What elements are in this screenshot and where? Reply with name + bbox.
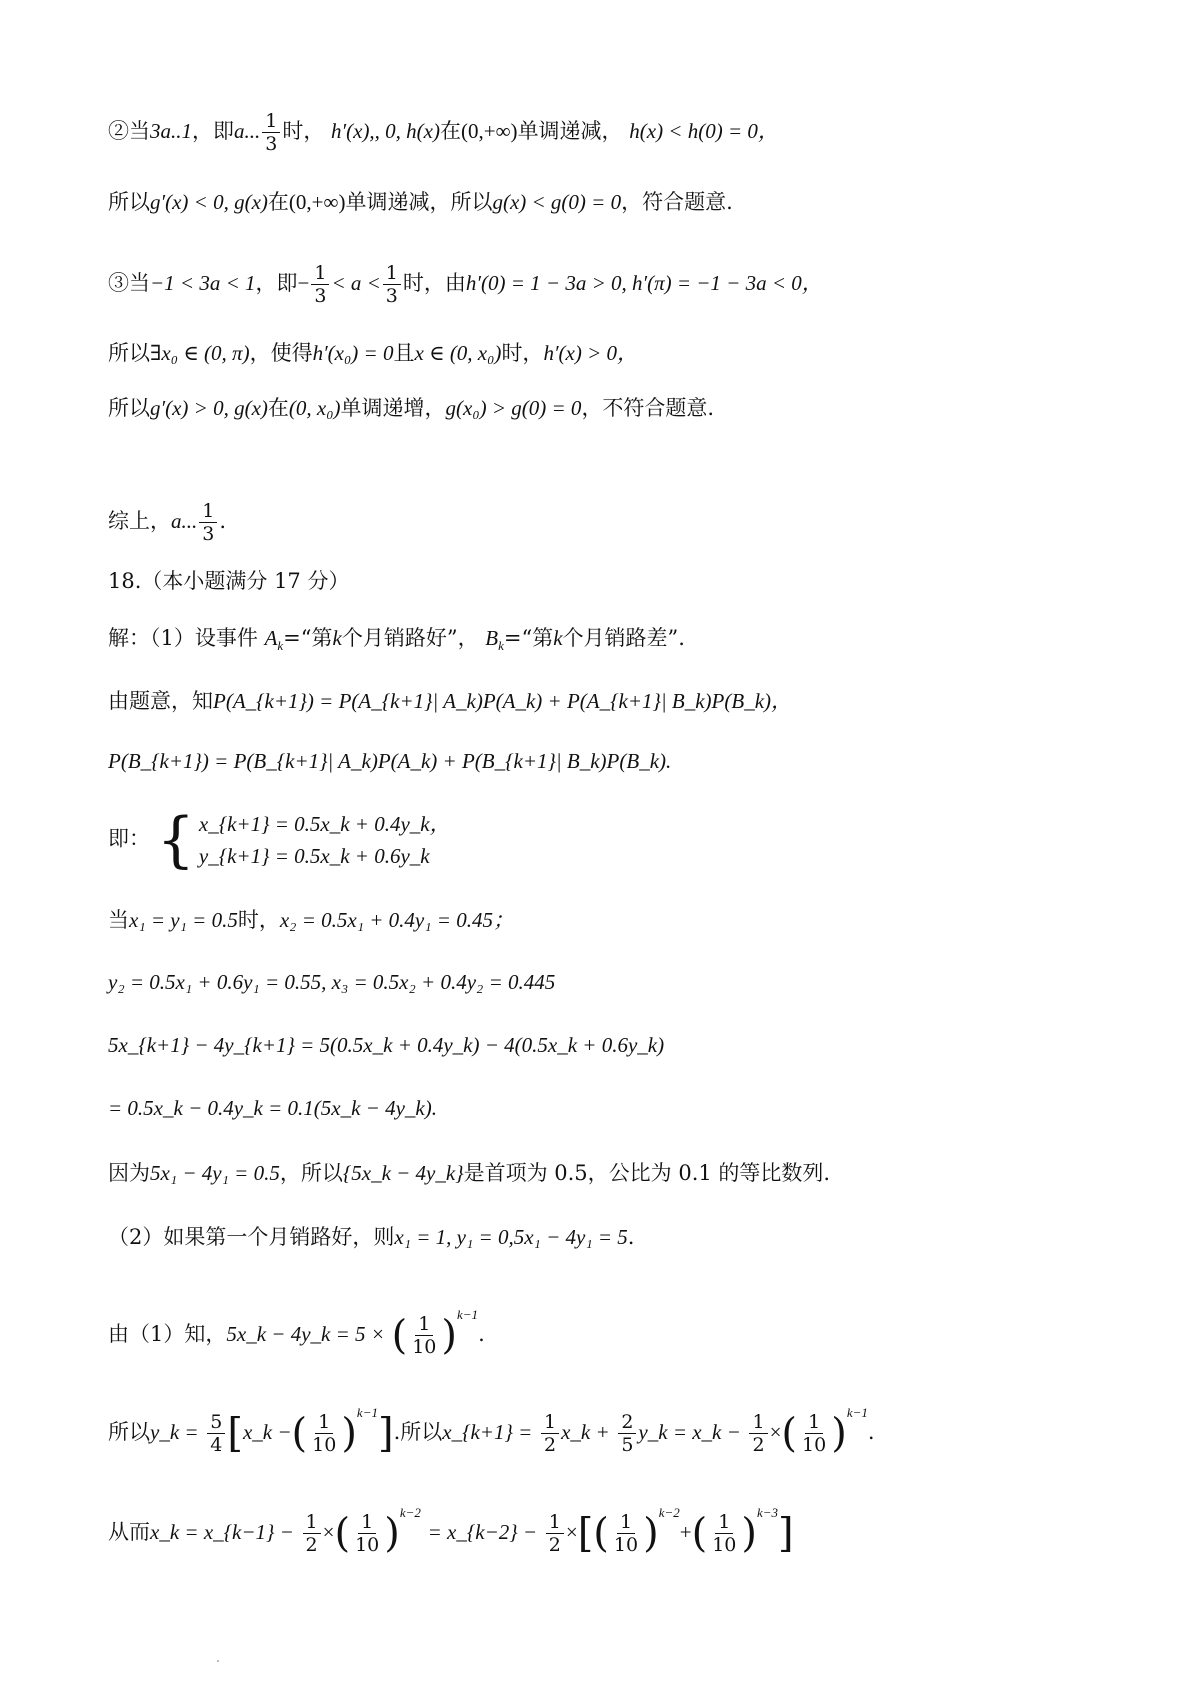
text: 综上， <box>108 509 171 533</box>
math: y_k = <box>150 1420 199 1444</box>
denominator: 4 <box>210 1434 223 1456</box>
text: 所以 <box>108 396 150 420</box>
fraction <box>409 1313 439 1358</box>
system-line <box>108 805 1140 875</box>
text: ，不符合题意. <box>581 396 715 420</box>
probability-b-line <box>108 746 1140 776</box>
text: 时，由 <box>402 271 466 295</box>
paren-open: ( <box>291 1410 308 1457</box>
text: 由（1）知， <box>108 1322 227 1346</box>
math: × <box>565 1520 578 1544</box>
text: 时， <box>282 119 325 143</box>
math: h′(0) = 1 − 3a > 0, h′(π) = −1 − 3a < 0， <box>465 271 823 295</box>
numerator: 1 <box>715 1511 733 1534</box>
x-recursion-line <box>108 1498 1140 1556</box>
math: k <box>332 626 342 650</box>
math: x_k + <box>561 1420 610 1444</box>
denominator: 10 <box>412 1336 437 1358</box>
denominator: 10 <box>355 1534 380 1556</box>
summary-line <box>108 500 1140 545</box>
numerator: 2 <box>618 1411 636 1434</box>
math: x₁ = y₁ = 0.5 <box>129 908 238 932</box>
paren-close: ) <box>384 1510 400 1557</box>
math: k <box>553 626 563 650</box>
numerator: 5 <box>207 1411 225 1434</box>
text: 个月销路差”. <box>562 626 685 650</box>
fraction <box>199 500 217 545</box>
math: h′(x) > 0， <box>543 341 639 365</box>
numerator: 1 <box>311 262 329 285</box>
text: 时， <box>237 908 280 932</box>
denominator: 3 <box>314 285 327 307</box>
fraction <box>709 1511 739 1556</box>
denominator: 3 <box>265 133 278 155</box>
problem-heading <box>108 566 1140 596</box>
paren-open: ( <box>334 1510 351 1557</box>
denominator: 10 <box>802 1434 827 1456</box>
math: x_{k+1} = <box>442 1420 533 1444</box>
text: 从而 <box>108 1520 150 1544</box>
text: 当 <box>108 908 129 932</box>
fraction <box>207 1411 225 1456</box>
math: + <box>679 1520 692 1544</box>
increasing-line <box>108 393 1140 423</box>
text: ③当 <box>108 271 150 295</box>
math: 5x₁ − 4y₁ = 0.5 <box>150 1161 280 1185</box>
paren-close: ) <box>643 1510 659 1557</box>
recurrence-simplified-line <box>108 1093 1140 1123</box>
math <box>485 626 504 654</box>
bracket-open: [ <box>577 1510 594 1557</box>
math: a... <box>234 119 261 143</box>
text: 个月销路好”， <box>341 626 479 650</box>
text: ，所以 <box>279 1161 343 1185</box>
paren-close: ) <box>741 1510 757 1557</box>
text: ，即 <box>192 119 234 143</box>
geometric-line <box>108 1158 1140 1188</box>
numerator: 1 <box>358 1511 376 1534</box>
math: (0,+∞) <box>461 119 518 143</box>
paren-close: ) <box>341 1410 357 1457</box>
footer-dot <box>217 1660 219 1662</box>
recurrence-line <box>108 1030 1140 1060</box>
text: . <box>627 1225 635 1249</box>
text: 在 <box>267 396 289 420</box>
math: {5x_k − 4y_k} <box>342 1161 464 1185</box>
math: ∃x₀ ∈ (0, π) <box>150 341 250 365</box>
text: =“第 <box>283 626 333 650</box>
math: × <box>769 1420 782 1444</box>
math: = 0.5x_k − 0.4y_k = 0.1(5x_k − 4y_k). <box>108 1096 437 1120</box>
numerator: 1 <box>541 1411 559 1434</box>
fraction <box>618 1411 636 1456</box>
fraction <box>309 1411 339 1456</box>
values-line <box>108 967 1140 997</box>
text: . <box>219 509 227 533</box>
denominator: 2 <box>543 1434 557 1456</box>
fraction <box>611 1511 641 1556</box>
numerator: 1 <box>383 262 401 285</box>
text: （2）如果第一个月销路好，则 <box>108 1225 395 1249</box>
exponent: k−3 <box>757 1505 779 1520</box>
exponent: k−1 <box>846 1405 868 1420</box>
math: a... <box>171 509 198 533</box>
numerator: 1 <box>415 1313 433 1336</box>
math: − <box>297 271 310 295</box>
numerator: 1 <box>262 110 280 133</box>
fraction <box>799 1411 829 1456</box>
exponent: k−1 <box>356 1405 378 1420</box>
math: h′(x₀) = 0 <box>312 341 394 365</box>
math: h′(x),, 0, h(x) <box>331 119 440 143</box>
text: .所以 <box>393 1420 443 1444</box>
equation-row: x_{k+1} = 0.5x_k + 0.4y_k， <box>198 812 451 836</box>
denominator: 3 <box>202 523 215 545</box>
text: ，即 <box>255 271 298 295</box>
math: x_k = x_{k−1} − <box>150 1520 294 1544</box>
fraction <box>303 1511 321 1556</box>
text: 所以 <box>108 190 150 214</box>
text: 因为 <box>108 1161 150 1185</box>
paren-close: ) <box>441 1312 458 1359</box>
fraction <box>383 262 401 307</box>
text: ，使得 <box>249 341 313 365</box>
denominator: 10 <box>712 1534 737 1556</box>
probability-a-line <box>108 686 1140 716</box>
math: (0, x₀) <box>288 396 341 420</box>
math: × <box>322 1520 335 1544</box>
fraction <box>541 1411 559 1456</box>
math: x_k − <box>242 1420 292 1444</box>
brace-icon: { <box>156 805 195 875</box>
text: 所以 <box>108 341 150 365</box>
math: 5x_k − 4y_k = 5 × <box>226 1322 385 1346</box>
math: y_k = x_k − <box>638 1420 741 1444</box>
text: 时， <box>501 341 544 365</box>
paren-open: ( <box>781 1410 798 1457</box>
text: . <box>478 1322 485 1346</box>
denominator: 2 <box>305 1534 318 1556</box>
text: 单调递减，所以 <box>345 190 493 214</box>
text: 单调递减， <box>517 119 623 143</box>
part-2-line <box>108 1222 1140 1252</box>
equation-row: y_{k+1} = 0.5x_k + 0.6y_k <box>198 844 430 868</box>
text: . <box>867 1420 875 1444</box>
fraction <box>352 1511 382 1556</box>
fraction <box>749 1411 767 1456</box>
text: 即： <box>108 826 150 851</box>
exponent: k−2 <box>658 1505 680 1520</box>
math: g′(x) < 0, g(x) <box>150 190 268 214</box>
math: y₂ = 0.5x₁ + 0.6y₁ = 0.55, x₃ = 0.5x₂ + 0.4y₂ = 0.445 <box>108 970 556 994</box>
exponent: k−1 <box>457 1307 479 1322</box>
math: h(x) < h(0) = 0， <box>629 119 779 143</box>
paren-open: ( <box>593 1510 609 1557</box>
math: P(B_{k+1}) = P(B_{k+1}| A_k)P(A_k) + P(B_{k+1}| B_k)P(B_k). <box>108 749 672 773</box>
fraction <box>262 110 280 155</box>
text: 18.（本小题满分 17 分） <box>108 569 350 593</box>
text: 单调递增， <box>340 396 446 420</box>
numerator: 1 <box>749 1411 767 1434</box>
text: 在 <box>440 119 461 143</box>
math: −1 < 3a < 1 <box>150 271 256 295</box>
text: =“第 <box>503 626 554 650</box>
bracket-close: ] <box>377 1410 394 1457</box>
numerator: 1 <box>199 500 217 523</box>
math: x₂ = 0.5x₁ + 0.4y₁ = 0.45； <box>279 908 514 932</box>
text: 解：（1）设事件 <box>108 626 258 650</box>
system-rows <box>199 808 451 872</box>
case-3-line <box>108 262 1140 307</box>
math: g(x₀) > g(0) = 0 <box>445 396 582 420</box>
y-expression-line <box>108 1398 1140 1456</box>
math: 3a..1 <box>150 119 192 143</box>
symbol: B <box>485 626 499 650</box>
symbol: A <box>264 626 278 650</box>
fraction <box>546 1511 564 1556</box>
numerator: 1 <box>303 1511 321 1534</box>
equation-system <box>156 805 451 875</box>
subscript: k <box>498 638 504 654</box>
math <box>264 626 284 654</box>
math: 5x_{k+1} − 4y_{k+1} = 5(0.5x_k + 0.4y_k) − 4(0.5x_k + 0.6y_k) <box>108 1033 665 1057</box>
initial-value-line <box>108 905 1140 935</box>
math: x ∈ (0, x₀) <box>414 341 502 365</box>
math: g(x) < g(0) = 0 <box>492 190 622 214</box>
denominator: 3 <box>385 285 398 307</box>
math: (0,+∞) <box>288 190 346 214</box>
denominator: 10 <box>312 1434 337 1456</box>
numerator: 1 <box>315 1411 333 1434</box>
denominator: 2 <box>548 1534 561 1556</box>
text: 由题意，知 <box>108 689 213 713</box>
conclusion-line <box>108 187 1140 217</box>
bracket-close: ] <box>778 1510 794 1557</box>
exponent: k−2 <box>399 1505 421 1520</box>
subscript: k <box>277 638 284 654</box>
text: 在 <box>267 190 289 214</box>
numerator: 1 <box>805 1411 823 1434</box>
paren-close: ) <box>831 1410 847 1457</box>
text: ，符合题意. <box>621 190 733 214</box>
numerator: 1 <box>617 1511 635 1534</box>
paren-open: ( <box>691 1510 708 1557</box>
math: g′(x) > 0, g(x) <box>150 396 268 420</box>
existence-line <box>108 338 1140 368</box>
case-2-line <box>108 110 1140 155</box>
text: 且 <box>393 341 415 365</box>
text: ②当 <box>108 119 150 143</box>
denominator: 2 <box>752 1434 765 1456</box>
from-part-1-line <box>108 1300 1140 1358</box>
bracket-open: [ <box>227 1410 243 1457</box>
text: 所以 <box>108 1420 150 1444</box>
numerator: 1 <box>546 1511 564 1534</box>
paren-open: ( <box>391 1312 408 1359</box>
math: P(A_{k+1}) = P(A_{k+1}| A_k)P(A_k) + P(A_{k+1}| B_k)P(B_k)， <box>213 689 793 713</box>
fraction <box>311 262 329 307</box>
denominator: 10 <box>613 1534 639 1556</box>
event-definition-line <box>108 623 1140 661</box>
math: < a < <box>331 271 381 295</box>
math: x₁ = 1, y₁ = 0,5x₁ − 4y₁ = 5 <box>394 1225 628 1249</box>
text: 是首项为 0.5，公比为 0.1 的等比数列. <box>463 1161 831 1185</box>
denominator: 5 <box>621 1434 634 1456</box>
math: = x_{k−2} − <box>427 1520 538 1544</box>
